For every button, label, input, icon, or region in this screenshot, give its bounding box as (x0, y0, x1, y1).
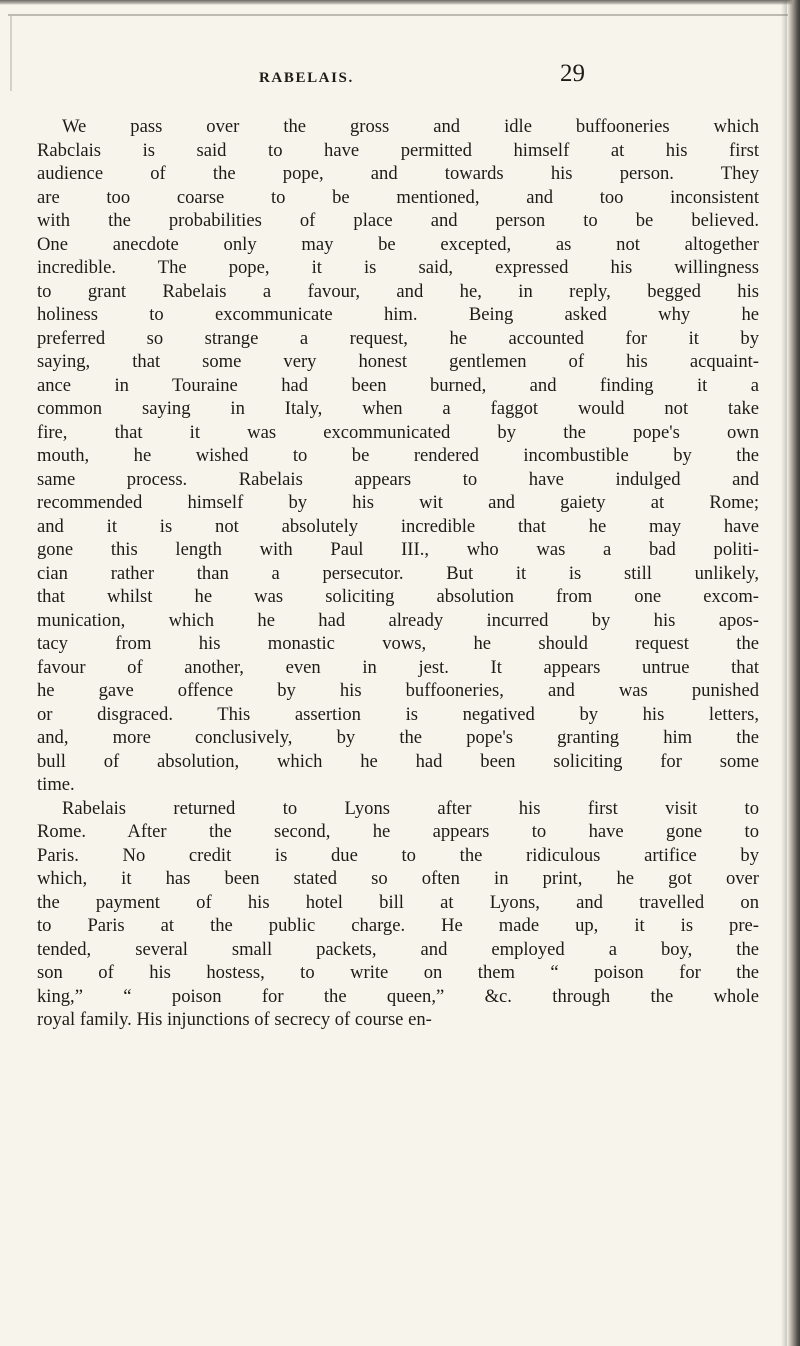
text-line: king,” “ poison for the queen,” &c. through the whole (37, 985, 759, 1007)
text-line: incredible. The pope, it is said, expressed his willingness (37, 257, 759, 278)
text-line: One anecdote only may be excepted, as not altogether (37, 233, 759, 255)
body-text (37, 115, 759, 1032)
text-line: ance in Touraine had been burned, and finding it a (37, 374, 759, 396)
text-line: or disgraced. This assertion is negatived by his letters, (37, 703, 759, 725)
text-line: he gave offence by his buffooneries, and was punished (37, 680, 759, 701)
text-line: holiness to excommunicate him. Being asked why he (37, 304, 759, 325)
paragraph (37, 797, 759, 1032)
page-header (0, 60, 800, 100)
text-line: tended, several small packets, and employed a boy, the (37, 938, 759, 960)
text-line: with the probabilities of place and person to be believed. (37, 210, 759, 231)
text-line: same process. Rabelais appears to have indulged and (37, 468, 759, 490)
text-line: tacy from his monastic vows, he should request the (37, 633, 759, 654)
text-line: Rabelais returned to Lyons after his first visit to (62, 797, 759, 819)
text-line: audience of the pope, and towards his person. They (37, 163, 759, 184)
scan-right-edge (787, 0, 800, 1346)
text-line: cian rather than a persecutor. But it is still unlikely, (37, 562, 759, 584)
text-line: are too coarse to be mentioned, and too inconsistent (37, 186, 759, 208)
page-number: 29 (560, 60, 585, 87)
text-line: the payment of his hotel bill at Lyons, and travelled on (37, 891, 759, 913)
text-line: favour of another, even in jest. It appears untrue that (37, 656, 759, 678)
text-line: royal family. His injunctions of secrecy of course en- (37, 1009, 432, 1030)
text-line: gone this length with Paul III., who was a bad politi- (37, 539, 759, 560)
text-line: and, more conclusively, by the pope's granting him the (37, 727, 759, 748)
text-line: bull of absolution, which he had been soliciting for some (37, 750, 759, 772)
text-line: Paris. No credit is due to the ridiculous artifice by (37, 844, 759, 866)
text-line: recommended himself by his wit and gaiety at Rome; (37, 492, 759, 513)
scan-top-edge (0, 0, 800, 5)
running-title: RABELAIS. (259, 70, 354, 86)
text-line: to grant Rabelais a favour, and he, in reply, begged his (37, 280, 759, 302)
text-line: common saying in Italy, when a faggot would not take (37, 398, 759, 419)
text-line: We pass over the gross and idle buffooneries which (62, 116, 759, 137)
text-line: munication, which he had already incurred by his apos- (37, 609, 759, 631)
text-line: son of his hostess, to write on them “ poison for the (37, 962, 759, 983)
text-line: fire, that it was excommunicated by the pope's own (37, 421, 759, 443)
text-line: mouth, he wished to be rendered incombustible by the (37, 445, 759, 466)
text-line: time. (37, 774, 75, 795)
scan-top-rule (8, 14, 788, 16)
text-line: Rome. After the second, he appears to have gone to (37, 821, 759, 842)
text-line: to Paris at the public charge. He made up, it is pre- (37, 915, 759, 936)
text-line: that whilst he was soliciting absolution from one excom- (37, 586, 759, 607)
text-line: saying, that some very honest gentlemen of his acquaint- (37, 351, 759, 372)
text-line: Rabclais is said to have permitted himself at his first (37, 139, 759, 161)
paragraph (37, 115, 759, 797)
text-line: and it is not absolutely incredible that he may have (37, 515, 759, 537)
text-line: preferred so strange a request, he accounted for it by (37, 327, 759, 349)
text-line: which, it has been stated so often in print, he got over (37, 868, 759, 889)
